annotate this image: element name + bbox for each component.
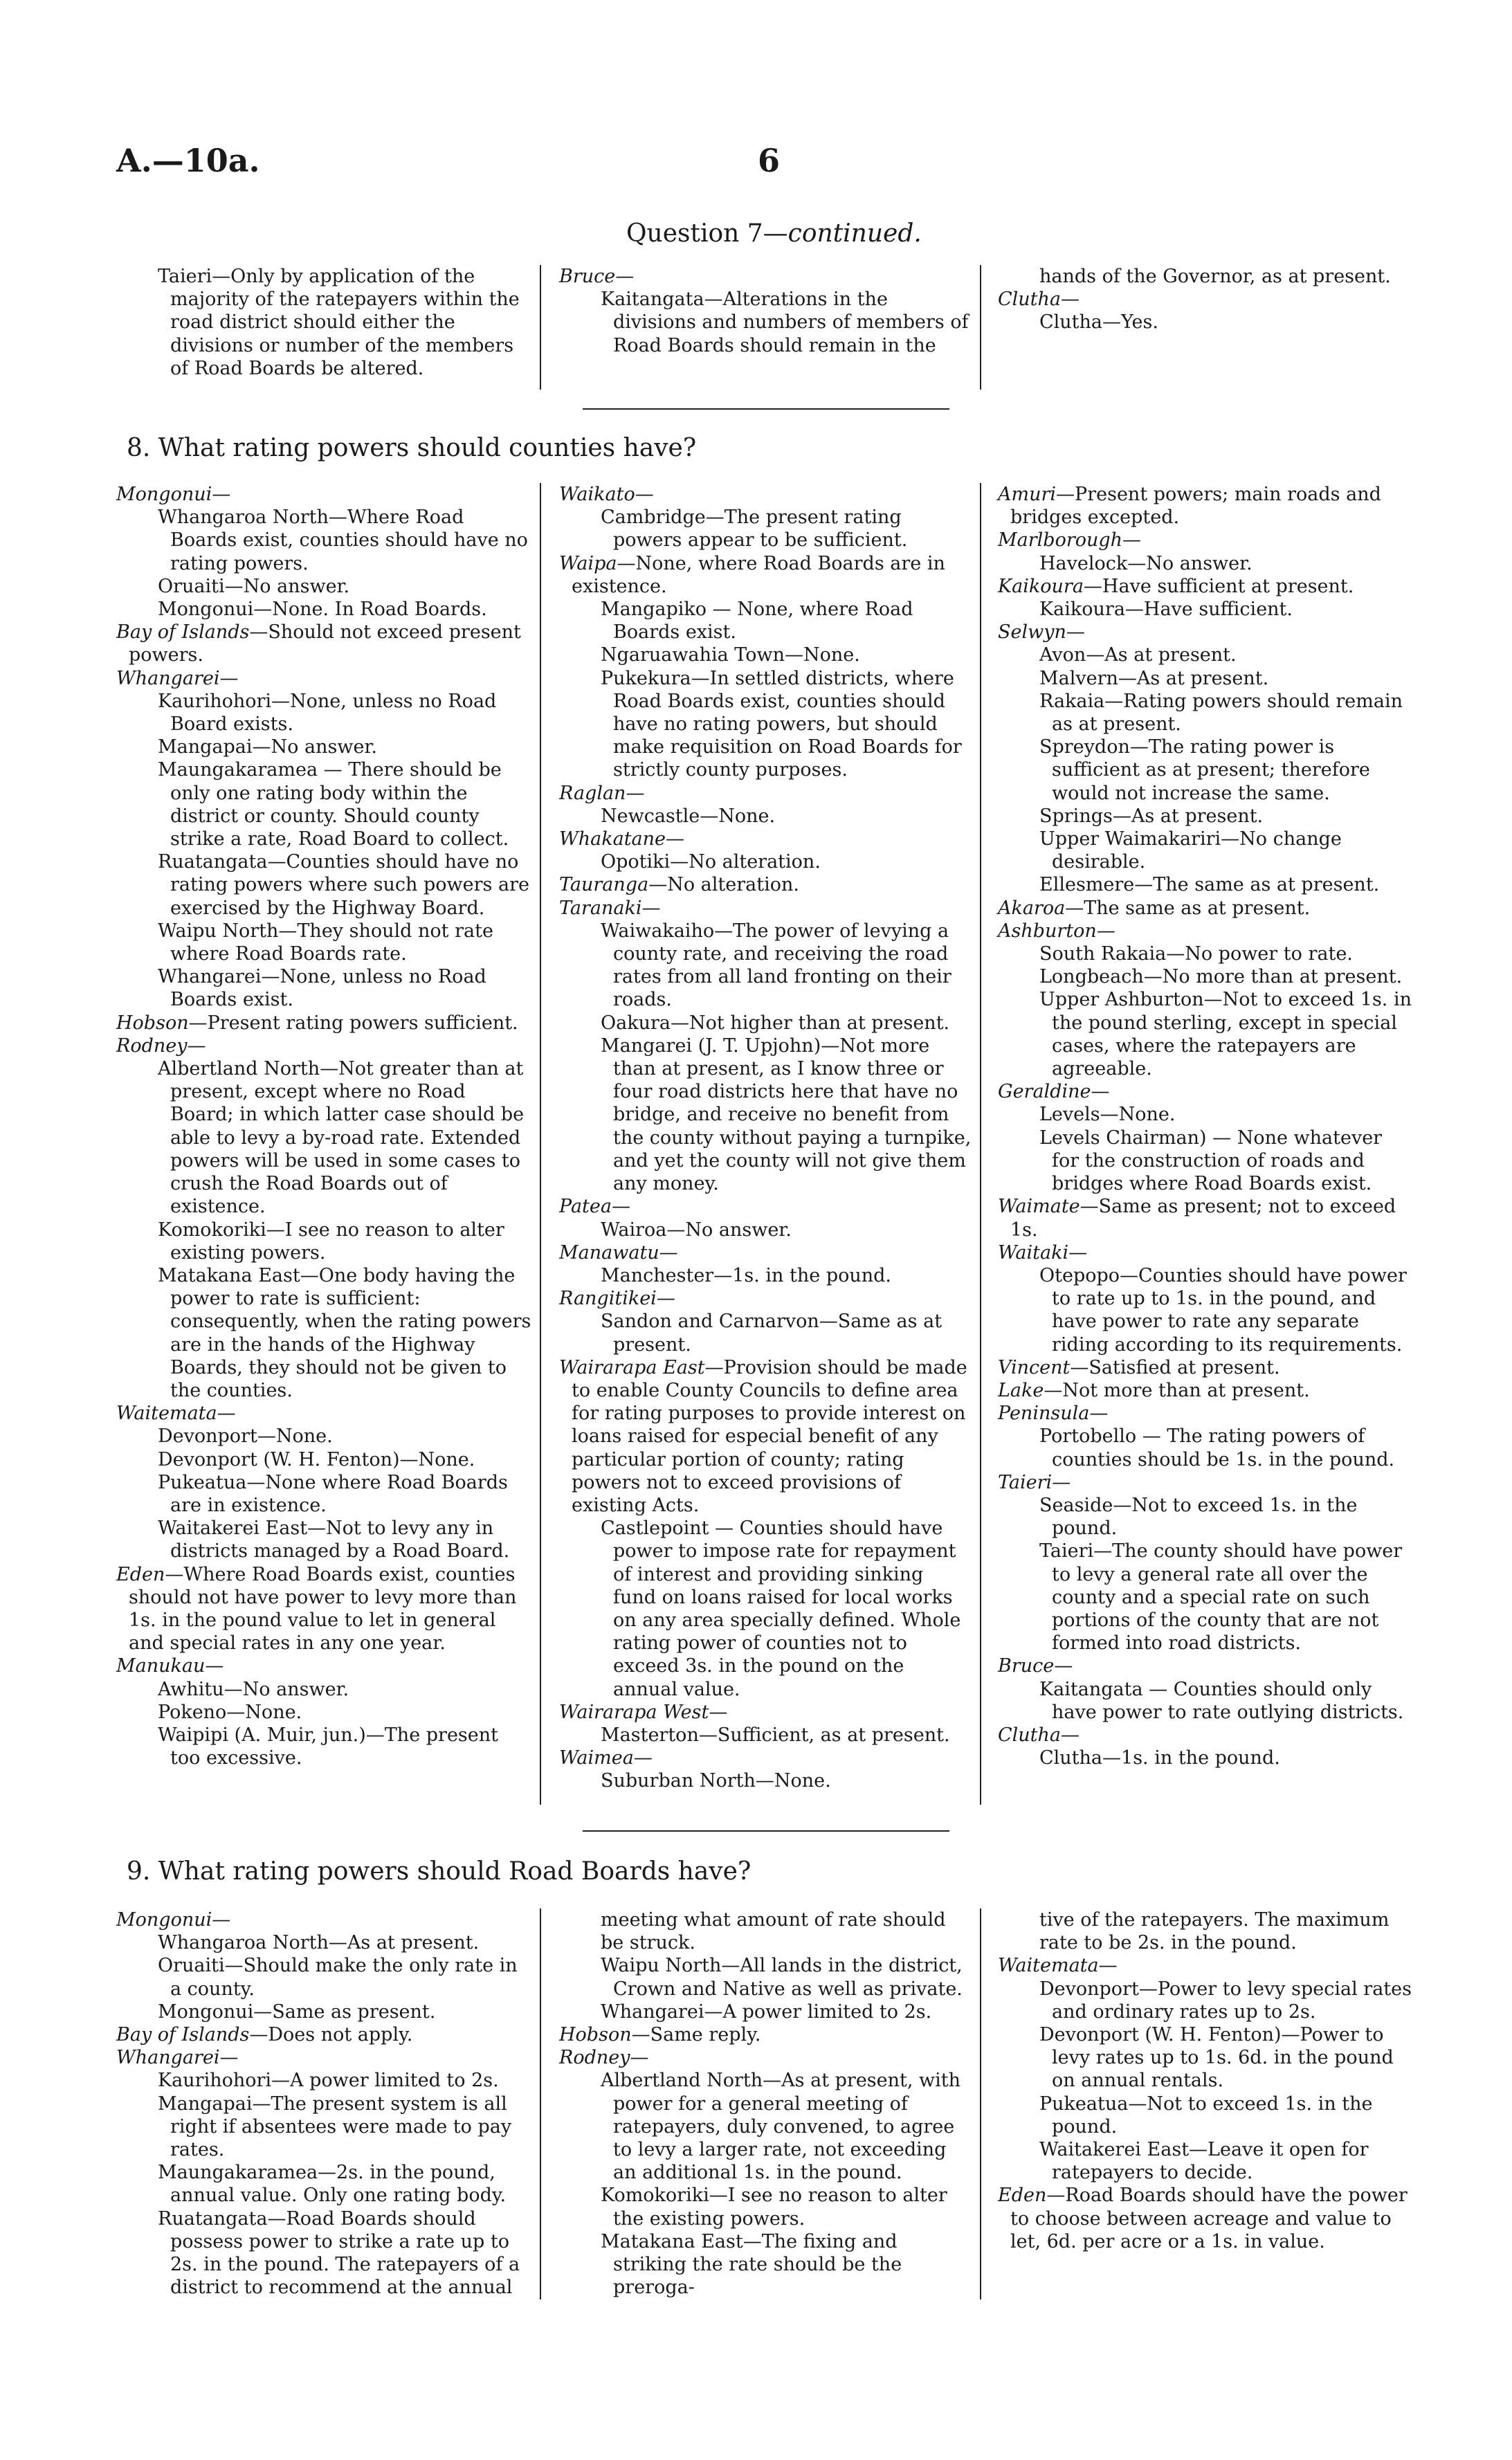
district-entry: Eden—Road Boards should have the power to choose between acreage and value to let, 6d. per acre or a 1s. in value. <box>998 2185 1408 2252</box>
board-entry: Waipu North—All lands in the district, Crown and Native as well as private. <box>601 1955 963 2000</box>
q9-column-1 <box>116 1908 531 2299</box>
district-heading: Ashburton— <box>998 920 1115 942</box>
q7-column-1 <box>116 265 531 380</box>
q9-column-3 <box>998 1908 1412 2253</box>
district-heading: Clutha— <box>998 289 1080 311</box>
board-entry: Kaikoura—Have sufficient. <box>1039 599 1293 621</box>
district-heading: Taranaki— <box>559 897 661 919</box>
continued-entry: hands of the Governor, as at present. <box>1039 266 1391 287</box>
board-entry: Ellesmere—The same as at present. <box>1039 874 1380 896</box>
board-entry: Sandon and Carnarvon—Same as at present. <box>601 1311 942 1356</box>
q7-title: Question 7— <box>626 219 788 248</box>
board-entry: Ruatangata—Counties should have no rating powers where such powers are exercised by the Highway Board. <box>158 851 529 919</box>
district-entry: Amuri—Present powers; main roads and bridges excepted. <box>998 484 1381 529</box>
district-entry: Vincent—Satisfied at present. <box>998 1356 1280 1378</box>
district-entry: Akaroa—The same as at present. <box>998 897 1311 919</box>
district-heading: Geraldine— <box>998 1081 1110 1103</box>
board-entry: Opotiki—No alteration. <box>601 851 821 873</box>
district-entry: Tauranga—No alteration. <box>559 874 799 896</box>
board-entry: Cambridge—The present rating powers appear to be sufficient. <box>601 507 908 552</box>
district-name: Hobson <box>559 2024 632 2046</box>
board-entry: Waitakerei East—Not to levy any in districts managed by a Road Board. <box>158 1518 510 1562</box>
board-entry: Devonport (W. H. Fenton)—Power to levy rates up to 1s. 6d. in the pound on annual rentals. <box>1039 2024 1394 2092</box>
board-entry: Ngaruawahia Town—None. <box>601 644 860 666</box>
board-entry: Levels—None. <box>1039 1104 1176 1126</box>
district-heading: Wairarapa West— <box>559 1701 728 1723</box>
district-heading: Whangarei— <box>116 2047 239 2069</box>
board-entry: Oruaiti—No answer. <box>158 575 350 597</box>
district-entry: Waimate—Same as present; not to exceed 1s. <box>998 1196 1396 1241</box>
district-entry: Wairarapa East—Provision should be made to enable County Councils to define area for rating purposes to provide interest on loans raised for especial benefit of any particular portion of county; rating powers not to exceed provisions of existing Acts. <box>559 1356 967 1516</box>
document-reference: A.—10a. <box>116 142 260 179</box>
board-entry: Mangapai—No answer. <box>158 736 377 758</box>
board-entry: Albertland North—Not greater than at present, except where no Road Board; in which latter case should be able to levy a by-road rate. Extended powers will be used in some cases to crush the Road Boards out of existence. <box>158 1058 525 1218</box>
district-heading: Bruce— <box>559 266 635 287</box>
board-entry: Komokoriki—I see no reason to alter existing powers. <box>158 1219 504 1264</box>
board-entry: Devonport—Power to levy special rates and ordinary rates up to 2s. <box>1039 1978 1412 2023</box>
district-entry: Waipa—None, where Road Boards are in existence. <box>559 552 945 597</box>
board-entry: Taieri—Only by application of the majority of the ratepayers within the road district should either the divisions or number of the members of Road Boards be altered. <box>158 266 520 379</box>
board-entry: Rakaia—Rating powers should remain as at present. <box>1039 690 1403 736</box>
district-heading: Mongonui— <box>116 484 231 505</box>
board-entry: Mangapai—The present system is all right if absentees were made to pay rates. <box>158 2093 512 2161</box>
board-entry: Komokoriki—I see no reason to alter the existing powers. <box>601 2185 947 2230</box>
district-entry: Kaikoura—Have sufficient at present. <box>998 575 1354 597</box>
board-entry: Manchester—1s. in the pound. <box>601 1264 892 1286</box>
district-name: Vincent <box>998 1356 1071 1378</box>
board-entry: Matakana East—The fixing and striking the rate should be the preroga- <box>601 2230 902 2299</box>
q9-divider-2 <box>980 1908 981 2299</box>
board-entry: Waipu North—They should not rate where Road Boards rate. <box>158 920 493 965</box>
q8-column-2 <box>559 483 972 1793</box>
district-heading: Rodney— <box>116 1035 206 1057</box>
q7-column-2 <box>559 265 972 357</box>
board-entry: Havelock—No answer. <box>1039 552 1253 574</box>
board-entry: Devonport—None. <box>158 1425 333 1448</box>
district-heading: Mongonui— <box>116 1909 231 1931</box>
board-entry: Waiwakaiho—The power of levying a county rate, and receiving the road rates from all land fronting on their roads. <box>601 920 951 1011</box>
district-entry: Eden—Where Road Boards exist, counties should not have power to levy more than 1s. in the pound value to let in general and special rates in any one year. <box>116 1563 517 1655</box>
district-entry: Lake—Not more than at present. <box>998 1379 1310 1401</box>
district-heading: Waitemata— <box>116 1403 236 1425</box>
board-entry: Suburban North—None. <box>601 1770 831 1792</box>
district-heading: Taieri— <box>998 1471 1071 1493</box>
district-heading: Bruce— <box>998 1655 1073 1677</box>
q7-heading <box>626 220 922 248</box>
district-heading: Selwyn— <box>998 621 1085 644</box>
district-heading: Peninsula— <box>998 1403 1109 1425</box>
district-entry: Bay of Islands—Does not apply. <box>116 2024 413 2046</box>
district-name: Waimate <box>998 1196 1080 1218</box>
q8-end-rule <box>583 1830 949 1832</box>
district-heading: Waimea— <box>559 1747 653 1769</box>
district-name: Wairarapa East <box>559 1356 705 1378</box>
board-entry: Clutha—Yes. <box>1039 311 1158 334</box>
board-entry: Whangaroa North—As at present. <box>158 1932 480 1954</box>
district-heading: Whangarei— <box>116 667 239 689</box>
district-heading: Whakatane— <box>559 828 685 850</box>
district-heading: Waikato— <box>559 484 654 505</box>
q9-column-2 <box>559 1908 972 2299</box>
district-name: Akaroa <box>998 897 1066 919</box>
page-number: 6 <box>758 142 781 179</box>
board-entry: Devonport (W. H. Fenton)—None. <box>158 1448 475 1470</box>
board-entry: Waitakerei East—Leave it open for ratepayers to decide. <box>1039 2139 1369 2184</box>
q7-column-3 <box>998 265 1412 334</box>
board-entry: Masterton—Sufficient, as at present. <box>601 1724 950 1746</box>
board-entry: Kaitangata — Counties should only have power to rate outlying districts. <box>1039 1678 1404 1723</box>
board-entry: Whangarei—None, unless no Road Boards exist. <box>158 966 486 1011</box>
q7-title-suffix: continued. <box>787 219 922 248</box>
board-entry: Upper Waimakariri—No change desirable. <box>1039 828 1342 873</box>
board-entry: Albertland North—As at present, with power for a general meeting of ratepayers, duly convened, to agree to levy a larger rate, not exceeding an additional 1s. in the pound. <box>601 2070 961 2184</box>
district-entry: Hobson—Same reply. <box>559 2024 761 2046</box>
board-entry: Kaitangata—Alterations in the divisions and numbers of members of Road Boards should remain in the <box>601 289 969 356</box>
board-entry: Waipipi (A. Muir, jun.)—The present too excessive. <box>158 1724 498 1769</box>
board-entry: Whangarei—A power limited to 2s. <box>601 2001 932 2023</box>
district-name: Tauranga <box>559 874 649 896</box>
board-entry: Newcastle—None. <box>601 805 776 827</box>
q9-divider-1 <box>540 1908 541 2299</box>
q7-divider-1 <box>540 265 541 390</box>
board-entry: Castlepoint — Counties should have power to impose rate for repayment of interest and providing sinking fund on loans raised for local works on any area specially defined. Whole rating power of counties not to exceed 3s. in the pound on the annual value. <box>601 1518 961 1700</box>
q7-divider-2 <box>980 265 981 390</box>
district-name: Amuri <box>998 484 1057 505</box>
board-entry: Oakura—Not higher than at present. <box>601 1012 950 1034</box>
board-entry: Mongonui—Same as present. <box>158 2001 436 2023</box>
board-entry: Spreydon—The rating power is sufficient as at present; therefore would not increase the same. <box>1039 736 1370 804</box>
district-heading: Manawatu— <box>559 1241 678 1264</box>
q7-end-rule <box>583 408 949 410</box>
board-entry: Taieri—The county should have power to levy a general rate all over the county and a special rate on such portions of the county that are not formed into road districts. <box>1039 1540 1403 1655</box>
district-name: Lake <box>998 1379 1044 1401</box>
district-heading: Waitaki— <box>998 1241 1088 1264</box>
continued-entry: meeting what amount of rate should be struck. <box>601 1909 946 1954</box>
district-name: Bay of Islands <box>116 2024 250 2046</box>
board-entry: Pukeatua—Not to exceed 1s. in the pound. <box>1039 2093 1373 2138</box>
board-entry: Wairoa—No answer. <box>601 1219 792 1241</box>
district-heading: Patea— <box>559 1196 630 1218</box>
q9-heading: 9. What rating powers should Road Boards have? <box>127 1857 752 1886</box>
board-entry: Springs—As at present. <box>1039 805 1264 827</box>
board-entry: Mangarei (J. T. Upjohn)—Not more than at present, as I know three or four road districts here that have no bridge, and receive no benefit from the county without paying a turnpike, and yet the county will not give them any money. <box>601 1035 972 1195</box>
board-entry: Pokeno—None. <box>158 1701 302 1723</box>
district-entry: Hobson—Present rating powers sufficient. <box>116 1012 518 1034</box>
district-heading: Waitemata— <box>998 1955 1118 1977</box>
board-entry: Oruaiti—Should make the only rate in a county. <box>158 1955 518 2000</box>
district-entry: Bay of Islands—Should not exceed present powers. <box>116 621 521 666</box>
board-entry: Awhitu—No answer. <box>158 1678 349 1700</box>
district-name: Waipa <box>559 552 617 574</box>
district-name: Bay of Islands <box>116 621 250 644</box>
district-name: Hobson <box>116 1012 189 1034</box>
q8-divider-1 <box>540 483 541 1805</box>
board-entry: Seaside—Not to exceed 1s. in the pound. <box>1039 1494 1358 1540</box>
board-entry: Avon—As at present. <box>1039 644 1237 666</box>
district-name: Eden <box>116 1563 165 1585</box>
board-entry: Portobello — The rating powers of counties should be 1s. in the pound. <box>1039 1425 1395 1470</box>
board-entry: Maungakaramea — There should be only one rating body within the district or county. Should county strike a rate, Road Board to collect. <box>158 759 509 850</box>
board-entry: Kaurihohori—None, unless no Road Board exists. <box>158 690 497 736</box>
continued-entry: tive of the ratepayers. The maximum rate to be 2s. in the pound. <box>1039 1909 1390 1954</box>
board-entry: Matakana East—One body having the power to rate is sufficient: consequently, when the rating powers are in the hands of the Highway Boards, they should not be given to the counties. <box>158 1264 531 1401</box>
district-name: Kaikoura <box>998 575 1084 597</box>
board-entry: Longbeach—No more than at present. <box>1039 966 1403 988</box>
board-entry: Pukeatua—None where Road Boards are in existence. <box>158 1471 508 1516</box>
district-heading: Marlborough— <box>998 529 1142 552</box>
board-entry: Upper Ashburton—Not to exceed 1s. in the pound sterling, except in special cases, where the ratepayers are agreeable. <box>1039 989 1412 1080</box>
district-heading: Manukau— <box>116 1655 224 1677</box>
board-entry: Pukekura—In settled districts, where Road Boards exist, counties should have no rating powers, but should make requisition on Road Boards for strictly county purposes. <box>601 667 962 781</box>
board-entry: Malvern—As at present. <box>1039 667 1269 689</box>
board-entry: Whangaroa North—Where Road Boards exist, counties should have no rating powers. <box>158 507 528 574</box>
q8-column-1 <box>116 483 531 1769</box>
board-entry: Maungakaramea—2s. in the pound, annual value. Only one rating body. <box>158 2162 507 2207</box>
board-entry: Levels Chairman) — None whatever for the construction of roads and bridges where Road Boards exist. <box>1039 1127 1383 1195</box>
board-entry: South Rakaia—No power to rate. <box>1039 943 1353 965</box>
district-heading: Rodney— <box>559 2047 649 2069</box>
district-heading: Raglan— <box>559 782 645 804</box>
board-entry: Otepopo—Counties should have power to rate up to 1s. in the pound, and have power to rate any separate riding according to its requirements. <box>1039 1264 1407 1356</box>
board-entry: Mangapiko — None, where Road Boards exist. <box>601 599 913 644</box>
board-entry: Clutha—1s. in the pound. <box>1039 1747 1280 1769</box>
board-entry: Mongonui—None. In Road Boards. <box>158 599 487 621</box>
district-heading: Clutha— <box>998 1724 1080 1746</box>
q8-column-3 <box>998 483 1412 1769</box>
board-entry: Kaurihohori—A power limited to 2s. <box>158 2070 499 2092</box>
q8-heading: 8. What rating powers should counties have? <box>127 434 697 462</box>
district-name: Eden <box>998 2185 1047 2207</box>
q8-divider-2 <box>980 483 981 1805</box>
board-entry: Ruatangata—Road Boards should possess power to strike a rate up to 2s. in the pound. The ratepayers of a district to recommend at the annual <box>158 2207 520 2299</box>
district-heading: Rangitikei— <box>559 1288 675 1310</box>
